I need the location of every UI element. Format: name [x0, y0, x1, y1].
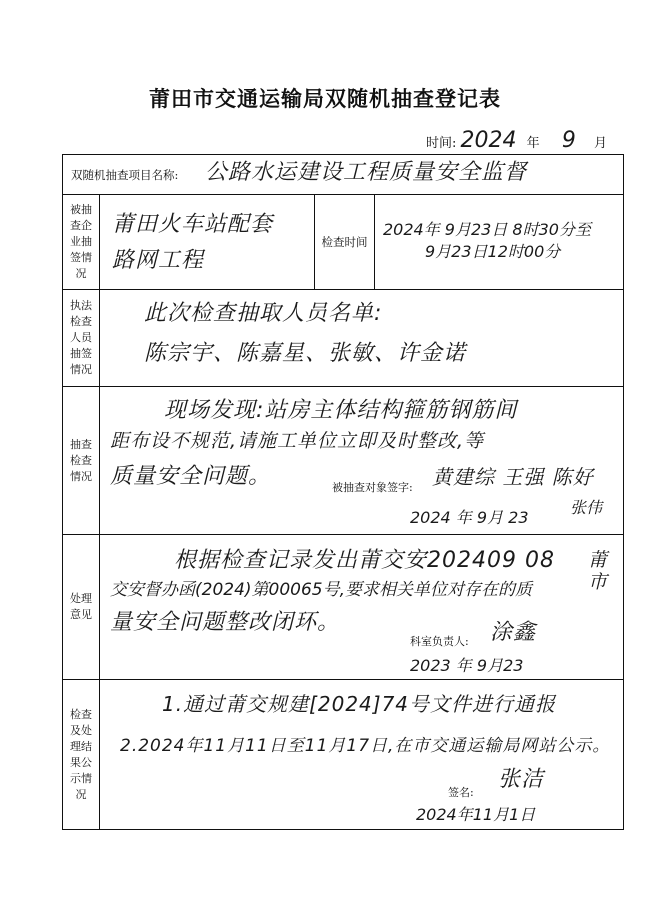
opinion-value-cell: [100, 535, 624, 680]
result-label: 抽查检查情况: [63, 387, 100, 535]
registration-form-table: [62, 154, 624, 830]
result-line-3: 质量安全问题。: [110, 464, 272, 489]
opinion-line-2: 交安督办函(2024)第00065号,要求相关单位对存在的质: [110, 580, 533, 600]
signee-label: 被抽查对象签字:: [332, 481, 413, 494]
project-row: [63, 155, 624, 195]
enterprise-row: [63, 195, 624, 290]
opinion-row: [63, 535, 624, 680]
publicity-date: 2024年11月1日: [416, 805, 536, 824]
personnel-value-cell: [100, 290, 624, 387]
inspect-time-line-1: 2024年 9月23日 8时30分至: [383, 220, 591, 239]
form-date: [426, 128, 607, 153]
result-date: 2024 年 9月 23: [410, 508, 529, 527]
opinion-label: 处理意见: [63, 535, 100, 680]
opinion-line-1: 根据检查记录发出莆交安202409 08: [174, 548, 555, 573]
publicity-value-cell: [100, 680, 624, 830]
publicity-line-1: 1.通过莆交规建[2024]74号文件进行通报: [162, 692, 557, 716]
date-label: 时间:: [426, 136, 457, 151]
personnel-label: 执法检查人员抽签情况: [63, 290, 100, 387]
inspect-time-label: 检查时间: [315, 195, 375, 290]
result-line-1: 现场发现:站房主体结构箍筋钢筋间: [164, 398, 518, 423]
enterprise-value-line-2: 路网工程: [112, 248, 205, 273]
personnel-value-line-1: 此次检查抽取人员名单:: [144, 301, 383, 326]
signee-signature: 黄建综 王强 陈好: [432, 465, 594, 489]
project-cell: [63, 155, 624, 195]
project-label: 双随机抽查项目名称:: [71, 168, 179, 182]
opinion-side-note: 莆市: [588, 549, 608, 593]
inspect-time-line-2: 9月23日12时00分: [425, 242, 561, 261]
result-row: [63, 387, 624, 535]
opinion-date: 2023 年 9月23: [410, 656, 524, 675]
sign-label: 签名:: [448, 786, 474, 799]
officer-label: 科室负责人:: [410, 635, 469, 648]
enterprise-value-line-1: 莆田火车站配套: [112, 212, 274, 237]
enterprise-value-cell: [100, 195, 315, 290]
enterprise-label: 被抽查企业抽签情况: [63, 195, 100, 290]
inspect-time-cell: [375, 195, 624, 290]
sign-signature: 张洁: [498, 767, 545, 792]
signee-signature-2: 张伟: [570, 498, 603, 517]
result-line-2: 距布设不规范,请施工单位立即及时整改,等: [110, 430, 485, 452]
publicity-row: [63, 680, 624, 830]
personnel-value-line-2: 陈宗宇、陈嘉星、张敏、许金诺: [144, 341, 467, 366]
publicity-line-2: 2.2024年11月11日至11月17日,在市交通运输局网站公示。: [120, 736, 611, 756]
date-month-handwritten: 9: [561, 128, 576, 153]
page-title: 莆田市交通运输局双随机抽查登记表: [149, 86, 501, 111]
date-month-label: 月: [593, 136, 607, 151]
result-value-cell: [100, 387, 624, 535]
date-year-handwritten: 2024: [460, 128, 517, 153]
date-year-label: 年: [526, 136, 540, 151]
officer-signature: 涂鑫: [490, 620, 537, 645]
project-value-handwritten: 公路水运建设工程质量安全监督: [205, 160, 528, 185]
publicity-label: 检查及处理结果公示情况: [63, 680, 100, 830]
personnel-row: [63, 290, 624, 387]
opinion-line-3: 量安全问题整改闭环。: [110, 610, 341, 635]
